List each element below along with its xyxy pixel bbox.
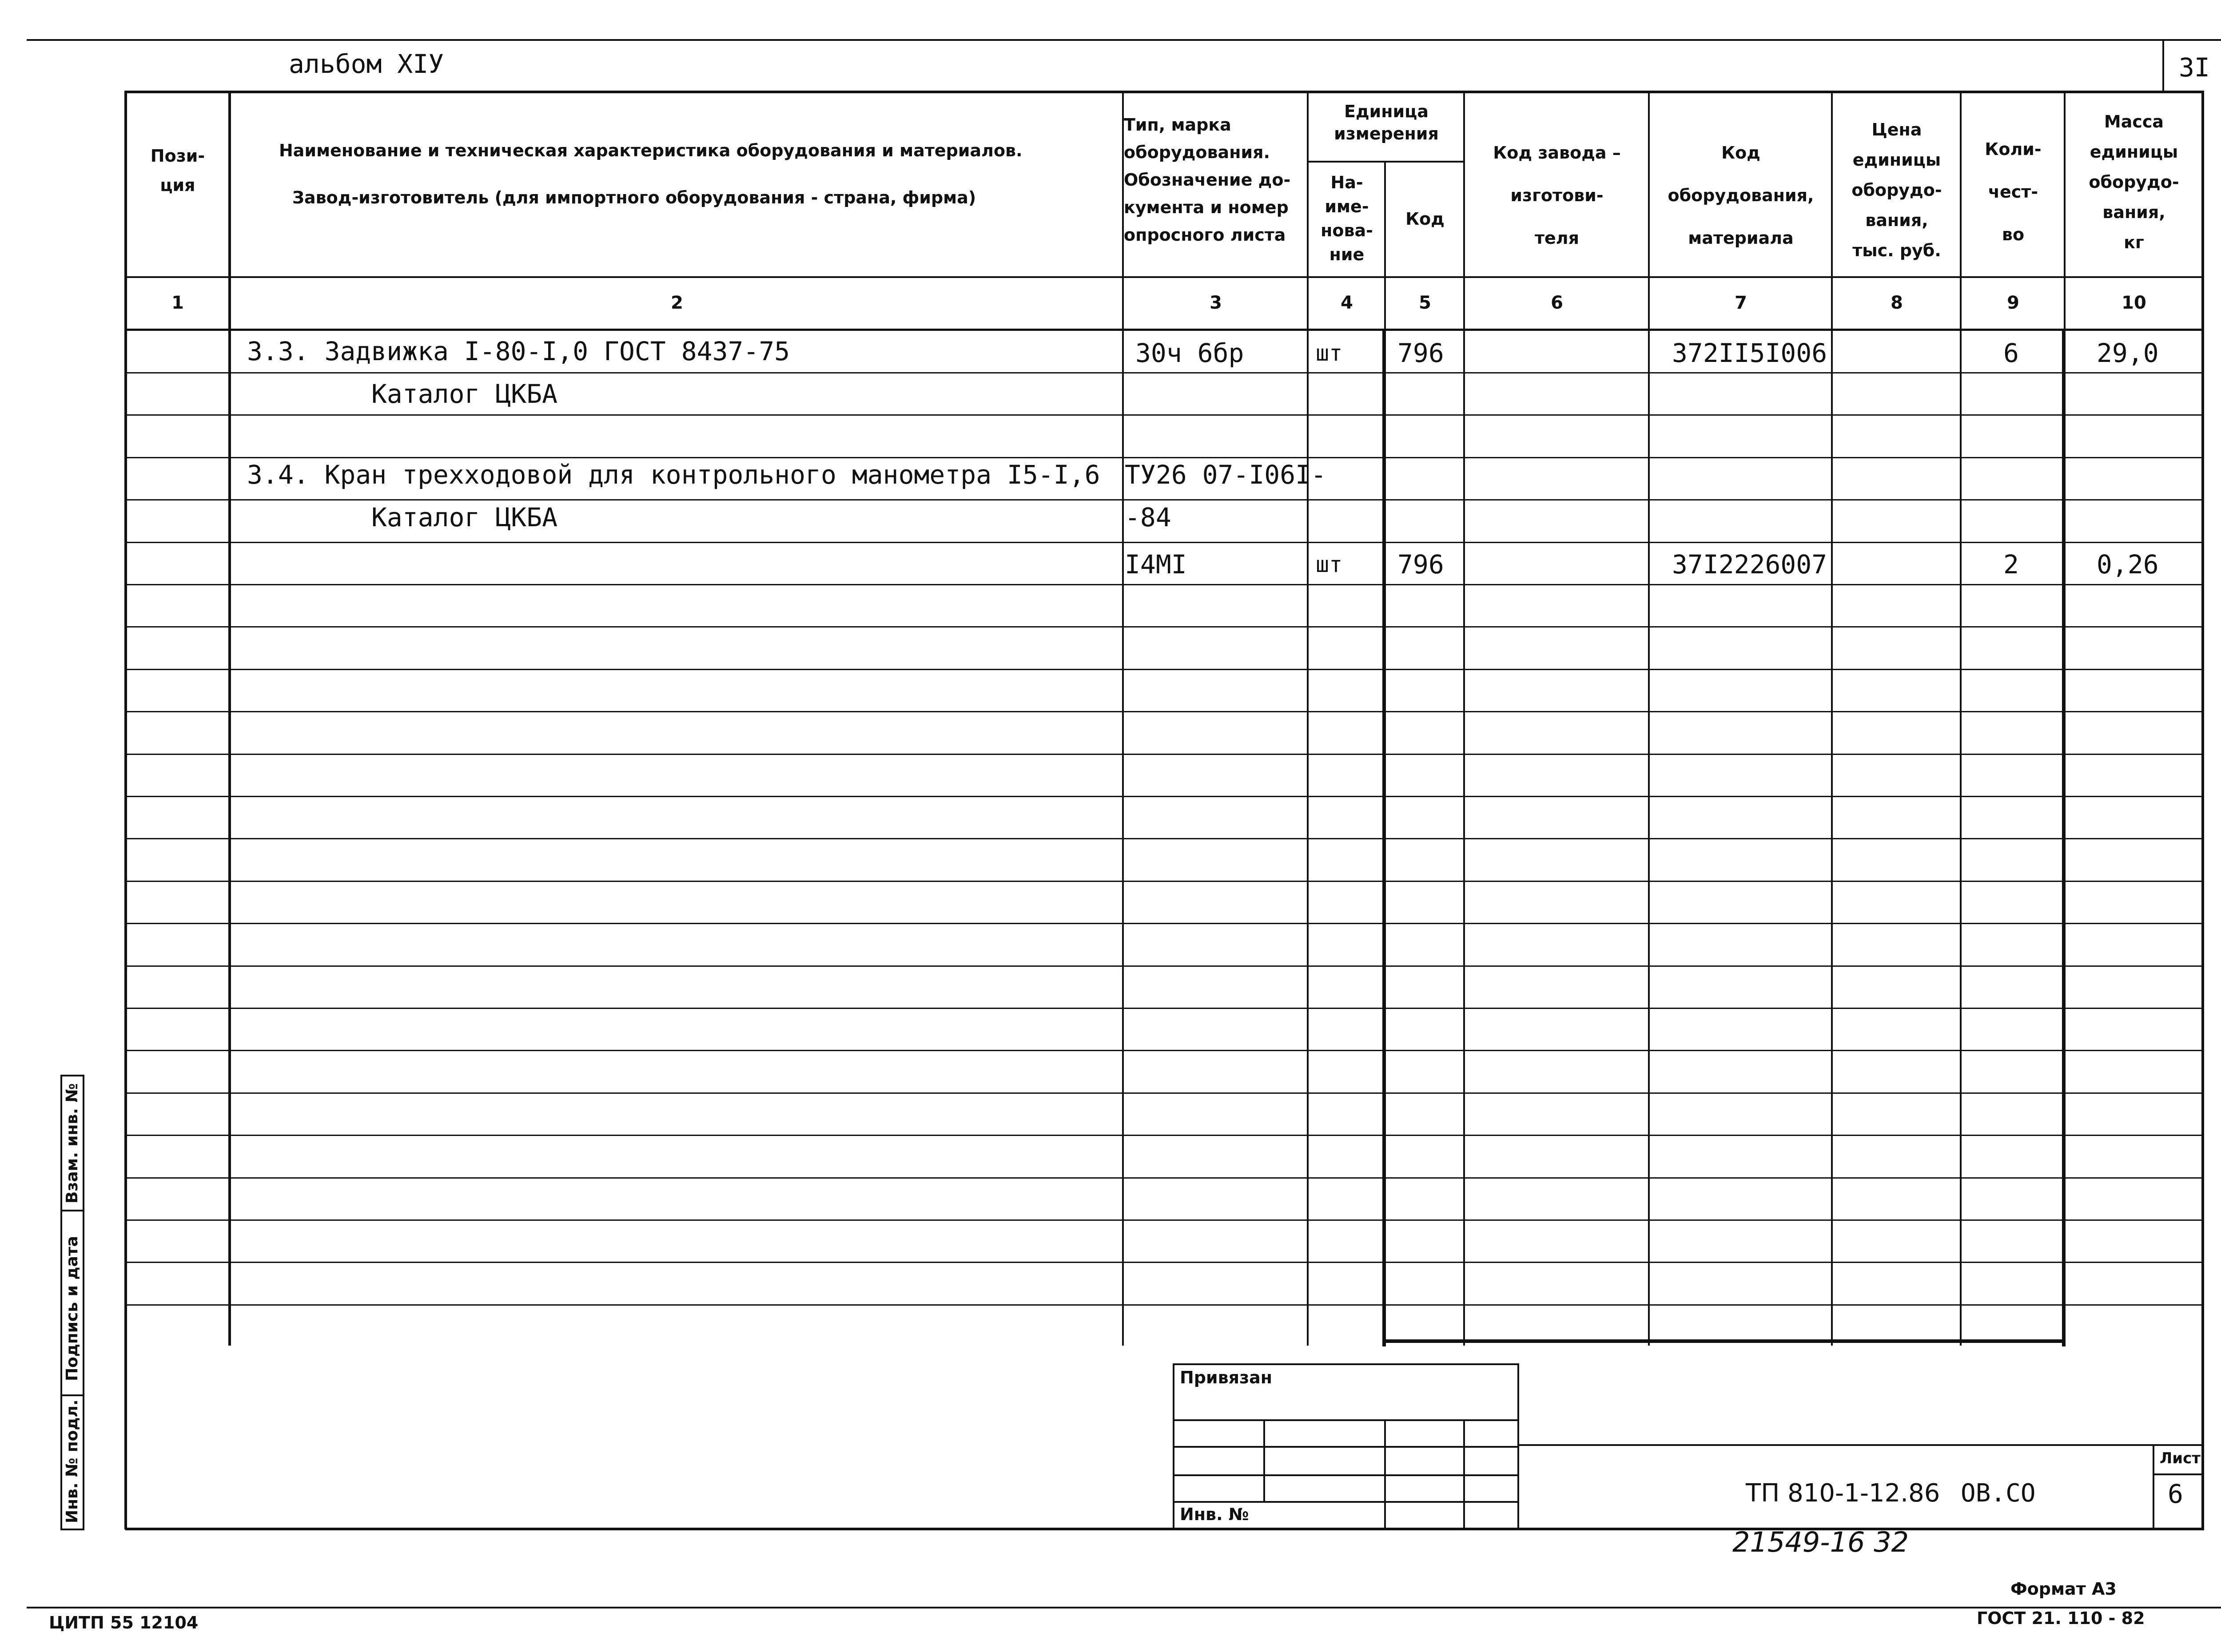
side-label-original-inv: Инв. № подл. <box>63 1399 81 1523</box>
bold-box-bottom <box>1382 1339 2066 1343</box>
colnum-5: 5 <box>1419 293 1431 313</box>
header-position: Пози- ция <box>150 146 205 195</box>
doc-code: ТП 810-1-12.86 <box>1746 1479 1940 1508</box>
col-sep-2 <box>1122 91 1124 1346</box>
table-row-line <box>125 1092 2204 1094</box>
stamp-bind-top <box>1173 1363 1519 1365</box>
col-sep-7 <box>1831 91 1833 1346</box>
row1-name: 3.3. Задвижка I-80-I,0 ГОСТ 8437-75 <box>247 336 790 366</box>
row4-type: ТУ26 07-I06I- <box>1125 460 1326 490</box>
frame-top-line <box>27 39 2221 41</box>
handwritten-note: 21549-16 32 <box>1732 1526 1909 1558</box>
table-row-line <box>125 796 2204 797</box>
row1-quantity: 6 <box>2003 338 2019 368</box>
header-unit-code: Код <box>1405 209 1445 229</box>
numbers-bottom-line <box>125 329 2204 331</box>
table-row-line <box>125 1135 2204 1136</box>
table-row-line <box>125 1304 2204 1306</box>
col-sep-3 <box>1307 91 1309 1346</box>
table-row-line <box>125 1008 2204 1009</box>
gost-label: ГОСТ 21. 110 - 82 <box>1977 1608 2145 1628</box>
stamp-bind-row4 <box>1173 1501 1519 1503</box>
sheet-box-left <box>2153 1444 2154 1529</box>
col-sep-1 <box>228 91 231 1346</box>
table-row-line <box>125 838 2204 839</box>
header-name-line2: Завод-изготовитель (для импортного оборудования - страна, фирма) <box>292 188 976 207</box>
row5-type: -84 <box>1125 502 1171 532</box>
row6-equipment-code: 37I2226007 <box>1672 549 1827 580</box>
album-label: альбом XIУ <box>289 49 444 79</box>
table-row-line <box>125 584 2204 585</box>
title-block-top <box>1518 1444 2204 1446</box>
colnum-1: 1 <box>171 293 184 313</box>
side-strip-bottom <box>60 1529 84 1530</box>
header-unit: Единица измерения <box>1334 102 1439 143</box>
table-row-line <box>125 754 2204 755</box>
sheet-label: Лист <box>2160 1449 2201 1467</box>
row1-equipment-code: 372II5I006 <box>1672 338 1827 368</box>
stamp-bind-row2 <box>1173 1446 1519 1448</box>
side-strip-right <box>83 1075 84 1530</box>
row6-mass: 0,26 <box>2097 549 2159 580</box>
table-row-line <box>125 711 2204 712</box>
header-unit-name: На- име- нова- ние <box>1321 173 1373 264</box>
stamp-bind-row1 <box>1173 1419 1519 1421</box>
header-type: Тип, марка оборудования. Обозначение до- кумента и номер опросного листа <box>1124 115 1291 245</box>
header-quantity: Коли- чест- во <box>1985 139 2042 244</box>
sheet-box-mid <box>2153 1473 2204 1475</box>
row1-mass: 29,0 <box>2097 338 2159 368</box>
header-name-line1: Наименование и техническая характеристика оборудования и материалов. <box>279 141 1023 160</box>
stamp-bind-label: Привязан <box>1180 1368 1273 1387</box>
header-factory-code: Код завода – изготови- теля <box>1493 143 1621 248</box>
colnum-2: 2 <box>671 293 683 313</box>
page-corner-number: 3I <box>2179 52 2210 83</box>
table-row-line <box>125 499 2204 500</box>
stamp-inv-label: Инв. № <box>1180 1505 1249 1524</box>
table-row-line <box>125 1262 2204 1263</box>
colnum-10: 10 <box>2121 293 2146 313</box>
header-price: Цена единицы оборудо- вания, тыс. руб. <box>1851 120 1942 260</box>
stamp-bind-col2 <box>1384 1419 1386 1529</box>
doc-suffix: ОВ.СО <box>1961 1479 2036 1508</box>
row6-quantity: 2 <box>2003 549 2019 580</box>
row6-unit: шт <box>1316 552 1343 577</box>
header-equipment-code: Код оборудования, материала <box>1668 143 1814 248</box>
header-mass: Масса единицы оборудо- вания, кг <box>2089 112 2179 252</box>
colnum-9: 9 <box>2007 293 2019 313</box>
col-sep-6 <box>1648 91 1650 1346</box>
row6-type: I4MI <box>1125 549 1187 580</box>
sheet-number: 6 <box>2168 1479 2183 1509</box>
table-row-line <box>125 923 2204 924</box>
table-row-line <box>125 965 2204 967</box>
table-row-line <box>125 626 2204 627</box>
row1-type: 30ч 6бр <box>1135 338 1244 368</box>
table-row-line <box>125 1219 2204 1221</box>
table-row-line <box>125 881 2204 882</box>
table-row-line <box>125 1177 2204 1179</box>
table-row-line <box>125 669 2204 670</box>
colnum-7: 7 <box>1735 293 1747 313</box>
unit-header-split <box>1308 161 1464 163</box>
row5-name: Каталог ЦКБА <box>371 502 558 532</box>
col-sep-5 <box>1463 91 1465 1346</box>
table-row-line <box>125 1050 2204 1051</box>
table-row-line <box>125 542 2204 543</box>
colnum-6: 6 <box>1551 293 1563 313</box>
stamp-bind-col3 <box>1463 1419 1465 1529</box>
table-row-line <box>125 457 2204 458</box>
side-strip-sep1 <box>60 1210 84 1211</box>
printer-label: ЦИТП 55 12104 <box>49 1613 199 1632</box>
row4-name: 3.4. Кран трехходовой для контрольного манометра I5-I,6 <box>247 460 1100 490</box>
table-top-line <box>125 91 2204 93</box>
row1-unit-code: 796 <box>1397 338 1444 368</box>
colnum-4: 4 <box>1341 293 1353 313</box>
col-sep-8 <box>1960 91 1962 1346</box>
stamp-bind-col1 <box>1263 1419 1265 1501</box>
table-row-line <box>125 414 2204 416</box>
row1-unit: шт <box>1316 340 1343 366</box>
row2-name: Каталог ЦКБА <box>371 379 558 409</box>
colnum-8: 8 <box>1891 293 1903 313</box>
format-label: Формат А3 <box>2010 1579 2117 1599</box>
side-strip-sep2 <box>60 1394 84 1396</box>
side-label-signature-date: Подпись и дата <box>63 1236 81 1381</box>
header-bottom-line <box>125 276 2204 278</box>
side-strip-left <box>60 1075 62 1530</box>
colnum-3: 3 <box>1210 293 1222 313</box>
row6-unit-code: 796 <box>1397 549 1444 580</box>
side-strip-top <box>60 1075 84 1076</box>
corner-box-line <box>2162 39 2164 92</box>
side-label-replaced-inv: Взам. инв. № <box>63 1083 81 1203</box>
table-row-line <box>125 372 2204 373</box>
frame-bottom-line <box>27 1607 2221 1608</box>
stamp-bind-row3 <box>1173 1474 1519 1476</box>
